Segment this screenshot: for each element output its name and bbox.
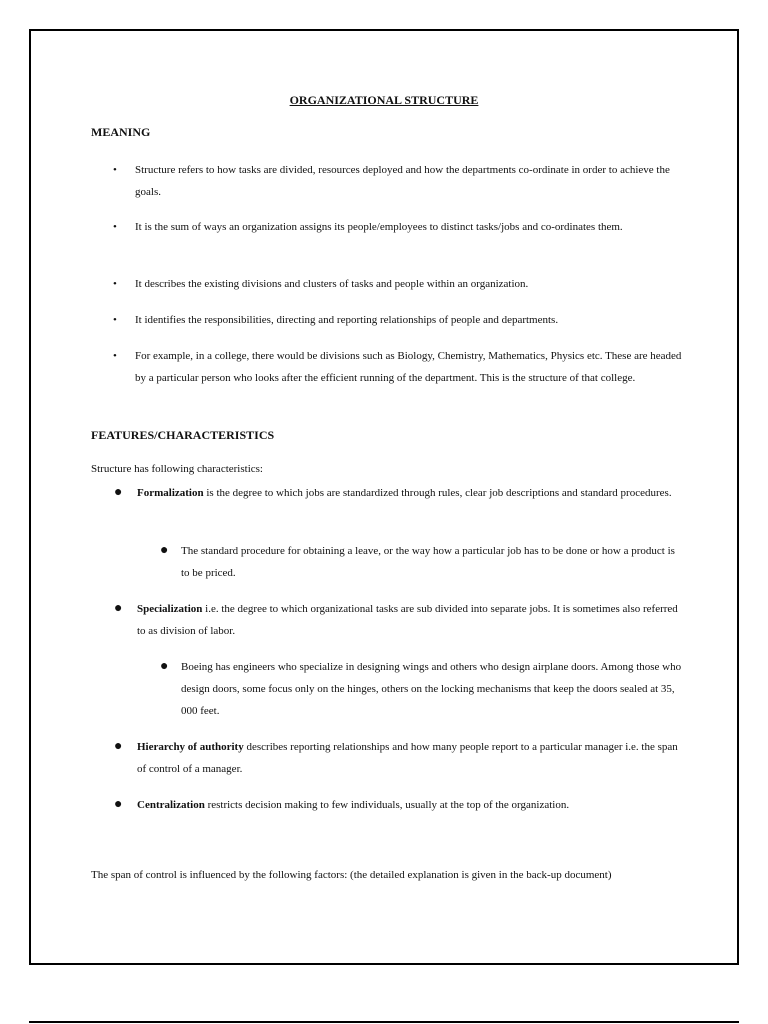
feature-term: Formalization	[137, 487, 204, 499]
next-page-edge	[29, 1021, 739, 1023]
meaning-bullet	[115, 345, 685, 389]
meaning-bullet	[115, 309, 685, 331]
features-intro: Structure has following characteristics:	[91, 463, 263, 475]
meaning-bullet	[115, 216, 685, 238]
document-page	[29, 29, 739, 965]
bullet-icon: •	[113, 221, 117, 233]
meaning-bullet	[115, 273, 685, 295]
feature-text	[115, 598, 685, 642]
meaning-heading: MEANING	[91, 125, 151, 139]
feature-text	[115, 736, 685, 780]
features-heading: FEATURES/CHARACTERISTICS	[91, 428, 275, 442]
feature-subitem-text: The standard procedure for obtaining a leave, or the way how a particular job has to be done or how a product is to be priced.	[181, 545, 675, 579]
feature-text	[115, 482, 685, 504]
meaning-bullet-text: It identifies the responsibilities, directing and reporting relationships of people and departments.	[135, 314, 559, 326]
bullet-icon: ●	[114, 601, 123, 616]
feature-item-specialization	[115, 598, 685, 642]
bullet-icon: ●	[114, 797, 123, 812]
meaning-bullet-text: Structure refers to how tasks are divided, resources deployed and how the departments co-ordinate in order to achieve the goals.	[135, 164, 670, 198]
meaning-bullet	[115, 159, 685, 203]
feature-subitem	[161, 656, 685, 722]
bullet-icon: ●	[160, 543, 169, 558]
feature-item-centralization	[115, 794, 685, 816]
feature-term: Centralization	[137, 799, 205, 811]
feature-term: Specialization	[137, 603, 203, 615]
feature-description: i.e. the degree to which organizational tasks are sub divided into separate jobs. It is sometimes also referred to as division of labor.	[137, 603, 678, 637]
meaning-bullet-text: It is the sum of ways an organization assigns its people/employees to distinct tasks/jobs and co-ordinates them.	[135, 221, 623, 233]
bullet-icon: •	[113, 278, 117, 290]
feature-subitem	[161, 540, 685, 584]
bullet-icon: •	[113, 350, 117, 362]
meaning-bullet-text: For example, in a college, there would be divisions such as Biology, Chemistry, Mathematics, Physics etc. These are headed by a particular person who looks after the efficient running of the department. This is the structure of that college.	[135, 350, 682, 384]
bullet-icon: ●	[160, 659, 169, 674]
feature-item-formalization	[115, 482, 685, 504]
bullet-icon: •	[113, 314, 117, 326]
feature-text	[115, 794, 685, 816]
span-of-control-note: The span of control is influenced by the following factors: (the detailed explanation is given in the back-up document)	[91, 869, 612, 881]
bullet-icon: ●	[114, 485, 123, 500]
meaning-bullet-text: It describes the existing divisions and clusters of tasks and people within an organization.	[135, 278, 529, 290]
document-title: ORGANIZATIONAL STRUCTURE	[289, 93, 479, 107]
feature-description: restricts decision making to few individuals, usually at the top of the organization.	[204, 799, 570, 811]
feature-item-hierarchy	[115, 736, 685, 780]
feature-description: describes reporting relationships and how many people report to a particular manager i.e. the span of control of a manager.	[137, 741, 678, 775]
feature-term: Hierarchy of authority	[137, 741, 244, 753]
feature-subitem-text: Boeing has engineers who specialize in designing wings and others who design airplane doors. Among those who design doors, some focus only on the hinges, others on the locking mechanisms that keep the doors sealed at 35, 000 feet.	[181, 661, 682, 717]
bullet-icon: •	[113, 164, 117, 176]
feature-description: is the degree to which jobs are standardized through rules, clear job descriptions and standard procedures.	[203, 487, 672, 499]
bullet-icon: ●	[114, 739, 123, 754]
